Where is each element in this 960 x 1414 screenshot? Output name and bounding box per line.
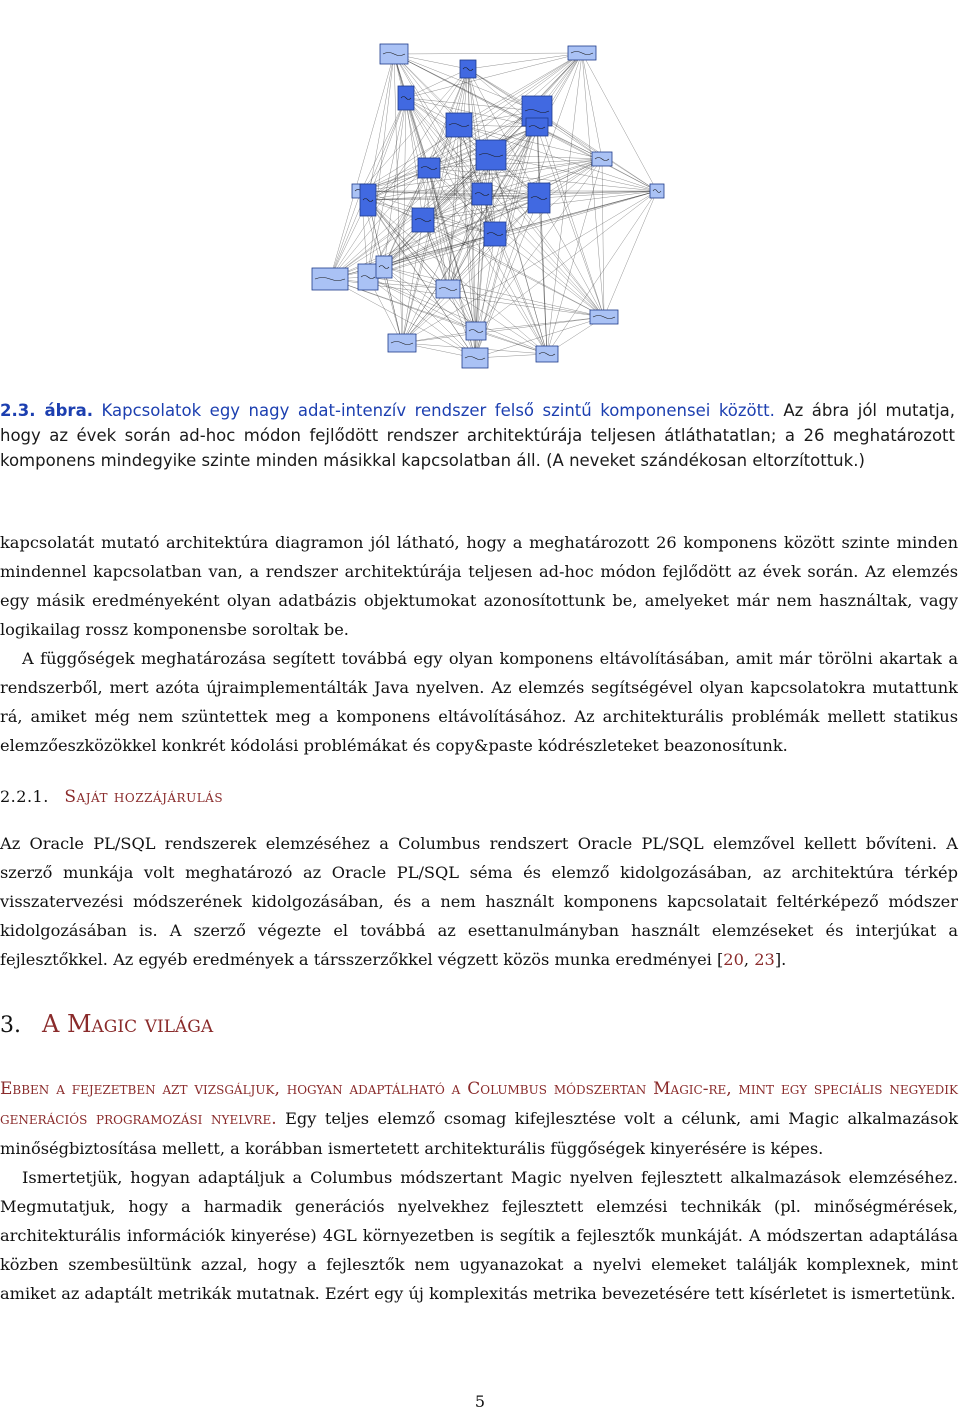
dependency-edge	[402, 317, 604, 343]
citation-link-20[interactable]: 20	[723, 950, 744, 969]
subsection-number: 2.2.1.	[0, 787, 49, 806]
dependency-edge	[537, 127, 547, 354]
chapter-paragraph-1-rest: Egy teljes elemző csomag kifejlesztése volt a célunk, ami Magic alkalmazások minőségbiztosítása mellett, a korábban ismertetett architekturális függőségek kinyerésére is képes.	[0, 1109, 958, 1158]
contribution-text	[0, 829, 958, 974]
chapter-paragraph-1	[0, 1074, 958, 1163]
figure-caption-text: Az ábra jól mutatja, hogy az évek során ad-hoc módon fejlődött rendszer architektúrája teljesen átláthatatlan; a 26 meghatározott komponens mindegyike szinte minden másikkal kapcsolatban áll. (A neveket szándékosan eltorzítottuk.)	[0, 401, 956, 470]
dependency-edge	[330, 155, 491, 279]
chapter-heading	[0, 1010, 213, 1038]
dependency-graph	[298, 28, 668, 380]
chapter-text	[0, 1074, 958, 1308]
figure-title: Kapcsolatok egy nagy adat-intenzív rendszer felső szintű komponensei között.	[101, 401, 775, 420]
dependency-edge	[429, 168, 476, 331]
dependency-edge	[394, 53, 582, 54]
page-number: 5	[474, 1392, 486, 1411]
citation-link-23[interactable]: 23	[754, 950, 775, 969]
dependency-edge	[468, 53, 582, 69]
subsection-heading	[0, 787, 223, 807]
dependency-edge	[384, 267, 476, 331]
intro-paragraph-2: A függőségek meghatározása segített továbbá egy olyan komponens eltávolításában, amit már törölni akartak a rendszerből, mert azóta újraimplementálták Java nyelven. Az elemzés segítségével olyan kapcsolatokra mutattunk rá, amiket még nem szüntettek meg a komponens eltávolításához. Az architekturális problémák mellett statikus elemzőeszközökkel konkrét kódolási problémákat és copy&paste kódrészleteket beazonosítunk.	[0, 649, 958, 755]
figure-caption	[0, 398, 955, 473]
dependency-edge	[582, 53, 657, 191]
dependency-edge	[539, 198, 604, 317]
dependency-edge	[368, 54, 394, 200]
dependency-edge	[394, 54, 604, 317]
subsection-title: Saját hozzájárulás	[64, 787, 224, 807]
intro-text	[0, 528, 958, 760]
contribution-paragraph	[0, 829, 958, 974]
chapter-paragraph-2: Ismertetjük, hogyan adaptáljuk a Columbus módszertant Magic nyelven fejlesztett alkalmazások elemzéséhez. Megmutatjuk, hogy a harmadik generációs nyelvekhez fejlesztett elemzési technikák (pl. minőségmérések, architekturális információk kinyerése) 4GL környezetben is segítik a fejlesztők munkáját. A módszertan adaptálása közben szembesültünk azzal, hogy a fejlesztők nem ugyanazokat a nyelvi elemeket találják komplexnek, mint amiket az adaptált metrikák mutatnak. Ezért egy új komplexitás metrika bevezetésére tett kísérletet is ismertetünk.	[0, 1168, 958, 1303]
architecture-graph-figure	[298, 28, 668, 380]
dependency-edge	[448, 194, 482, 289]
dependency-edge	[582, 53, 604, 317]
chapter-title: A Magic világa	[42, 1010, 214, 1038]
dependency-edge	[361, 191, 604, 317]
figure-label: 2.3. ábra.	[0, 401, 93, 420]
dependency-edge	[448, 289, 547, 354]
chapter-lead: Ebben a fejezetben azt vizsgáljuk, hogyan adaptálható a Columbus módszertan Magic-re, mint egy speciális negyedik generációs programozási nyelvre.	[0, 1079, 958, 1129]
dependency-edge	[330, 191, 361, 279]
dependency-edge	[423, 159, 602, 220]
dependency-edge	[537, 111, 657, 191]
dependency-edge	[361, 191, 539, 198]
intro-paragraph-1: kapcsolatát mutató architektúra diagramon jól látható, hogy a meghatározott 26 komponens között szinte minden mindennel kapcsolatban van, a rendszer architektúrája teljesen ad-hoc módon fejlődött az évek során. Az elemzés egy másik eredményeként olyan adatbázis objektumokat azonosítottunk be, amelyeket már nem használtak, vagy logikailag rossz komponensbe soroltak be.	[0, 533, 958, 639]
dependency-edge	[368, 200, 547, 354]
dependency-edge	[459, 53, 582, 125]
dependency-edge	[602, 159, 604, 317]
citation-close: ].	[774, 950, 787, 969]
chapter-number: 3.	[0, 1013, 21, 1038]
dependency-edge	[330, 54, 394, 279]
dependency-edge	[604, 191, 657, 317]
dependency-edge	[406, 53, 582, 98]
dependency-edge	[547, 159, 602, 354]
contribution-body: Az Oracle PL/SQL rendszerek elemzéséhez a Columbus rendszert Oracle PL/SQL elemzővel kellett bővíteni. A szerző munkája volt meghatározó az Oracle PL/SQL séma és elemző kidolgozásában, az architektúra térkép visszatervezési módszerének kidolgozásában, és a nem használt komponens kapcsolatait feltérképező módszer kidolgozásában is. A szerző végezte el továbbá az esettanulmányban használt elemzéseket és interjúkat a fejlesztőkkel. Az egyéb eredmények a társszerzőkkel végzett közös munka eredményei [	[0, 834, 958, 969]
dependency-edge	[402, 98, 406, 343]
citation-separator: ,	[743, 950, 755, 969]
dependency-edge	[448, 53, 582, 289]
